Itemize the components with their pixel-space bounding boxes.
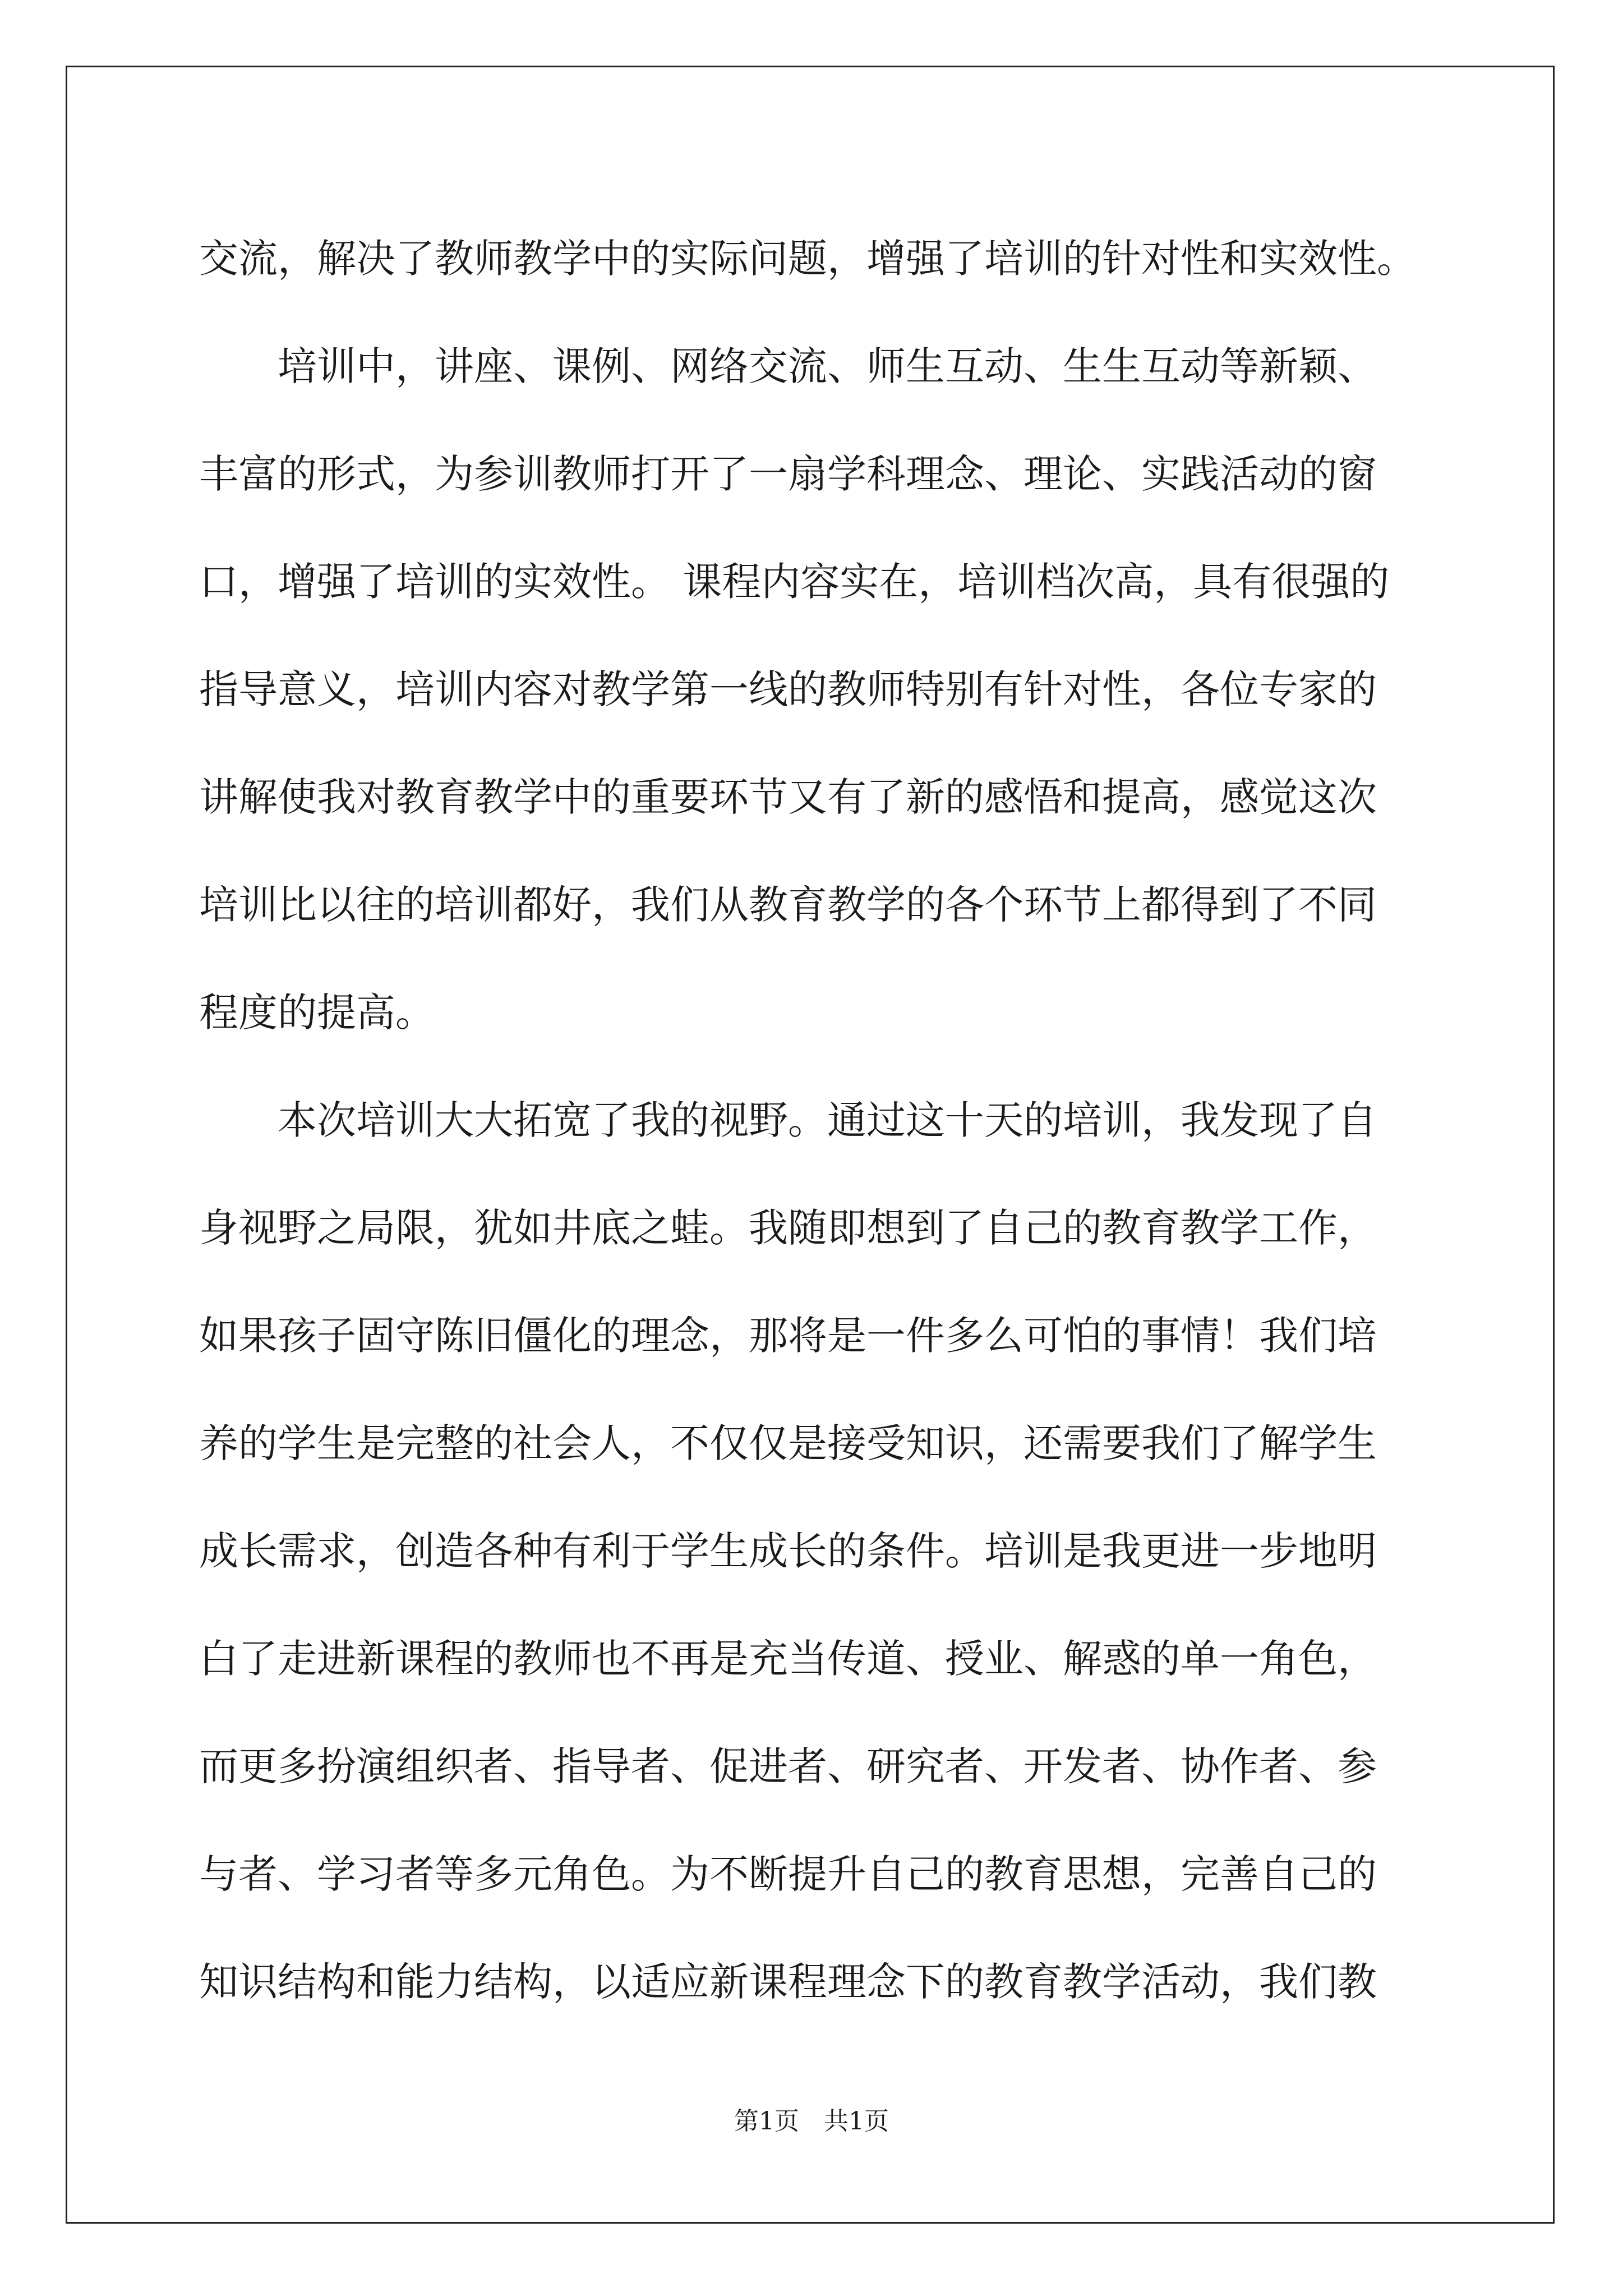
text-line: 本次培训大大拓宽了我的视野。通过这十天的培训，我发现了自	[199, 1097, 1377, 1143]
text-line: 而更多扮演组织者、指导者、促进者、研究者、开发者、协作者、参	[199, 1743, 1377, 1789]
text-line: 身视野之局限，犹如井底之蛙。我随即想到了自己的教育教学工作，	[199, 1205, 1377, 1251]
text-line: 程度的提高。	[199, 990, 435, 1036]
text-line: 成长需求，创造各种有利于学生成长的条件。培训是我更进一步地明	[199, 1528, 1377, 1574]
document-body	[199, 205, 1427, 2036]
text-line: 养的学生是完整的社会人，不仅仅是接受知识，还需要我们了解学生	[199, 1420, 1377, 1466]
text-line: 与者、学习者等多元角色。为不断提升自己的教育思想，完善自己的	[199, 1851, 1377, 1897]
text-line: 口，增强了培训的实效性。 课程内容实在，培训档次高，具有很强的	[199, 559, 1390, 605]
text-line: 丰富的形式，为参训教师打开了一扇学科理念、理论、实践活动的窗	[199, 451, 1377, 497]
text-line: 知识结构和能力结构，以适应新课程理念下的教育教学活动，我们教	[199, 1959, 1377, 2005]
text-line: 讲解使我对教育教学中的重要环节又有了新的感悟和提高，感觉这次	[199, 774, 1377, 820]
text-line: 交流，解决了教师教学中的实际问题，增强了培训的针对性和实效性。	[199, 236, 1416, 282]
text-line: 培训中，讲座、课例、网络交流、师生互动、生生互动等新颖、	[199, 343, 1377, 389]
text-line: 指导意义，培训内容对教学第一线的教师特别有针对性，各位专家的	[199, 666, 1377, 712]
page-number-footer: 第1页 共1页	[734, 2107, 889, 2136]
text-line: 如果孩子固守陈旧僵化的理念，那将是一件多么可怕的事情！我们培	[199, 1313, 1377, 1359]
text-line: 培训比以往的培训都好，我们从教育教学的各个环节上都得到了不同	[199, 882, 1377, 928]
text-line: 白了走进新课程的教师也不再是充当传道、授业、解惑的单一角色，	[199, 1636, 1377, 1682]
